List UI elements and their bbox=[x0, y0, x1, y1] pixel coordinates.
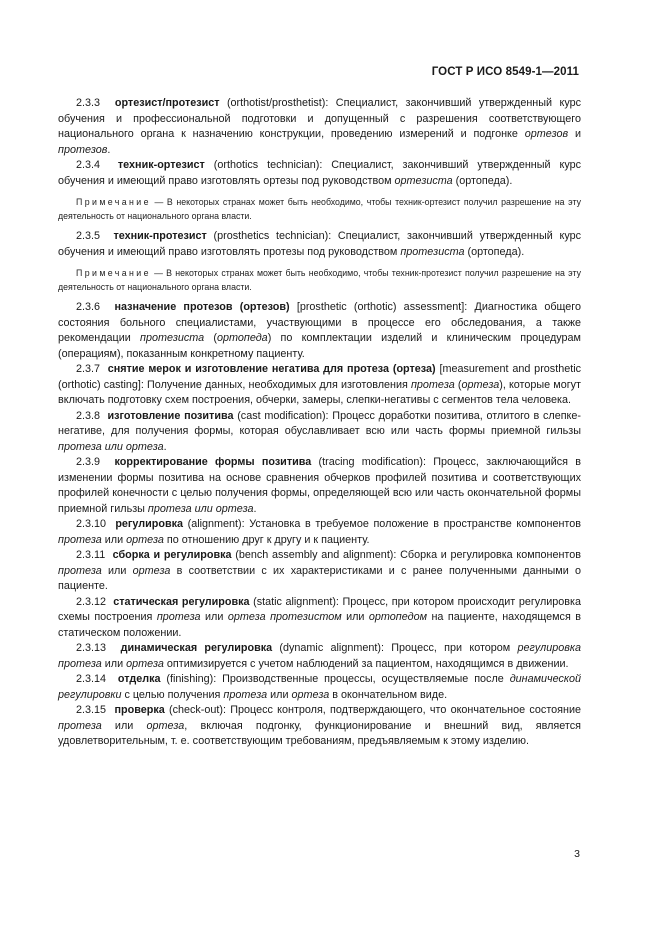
term-name: техник-ортезист bbox=[117, 159, 205, 171]
term-entry-2-3-9: 2.3.9 корректирование формы позитива (tracing modification): Процесс, заключающийся в изменении формы позитива на основе сравнения обчерков профилей позитива и соответствующих профилей конечности с целью получения формы, определяющей всю или часть окончательной формы приемной гильзы протеза или ортеза. bbox=[58, 456, 581, 515]
term-entry-2-3-12: 2.3.12 статическая регулировка (static alignment): Процесс, при котором происходит регулировка схемы построения протеза или ортеза протезистом или ортопедом на пациенте, находящемся в статическом положении. bbox=[58, 595, 581, 639]
document-header: ГОСТ Р ИСО 8549-1—2011 bbox=[431, 66, 579, 78]
term-name: корректирование формы позитива bbox=[114, 456, 312, 468]
term-entry-2-3-10: 2.3.10 регулировка (alignment): Установка в требуемое положение в пространстве компонентов протеза или ортеза по отношению друг к другу и к пациенту. bbox=[58, 518, 582, 546]
term-name: сборка и регулировка bbox=[112, 549, 232, 561]
note-label: Примечание bbox=[76, 197, 151, 207]
term-entry-2-3-3: 2.3.3 ортезист/протезист (orthotist/prosthetist): Специалист, закончивший утвержденный курс обучения и профессиональной подготовки и допущенный с разрешения соответствующего национального органа к назначению конструкции, проведению измерений и подгонке ортезов и протезов. bbox=[58, 97, 582, 156]
page-number: 3 bbox=[574, 848, 580, 860]
term-entry-2-3-5: 2.3.5 техник-протезист (prosthetics technician): Специалист, закончивший утвержденный курс обучения и имеющий право изготовлять протезы под руководством протезиста (ортопеда). bbox=[58, 230, 582, 258]
term-number: 2.3.8 bbox=[76, 409, 101, 422]
term-entry-2-3-14: 2.3.14 отделка (finishing): Производственные процессы, осуществляемые после динамической регулировки с целью получения протеза или ортеза в окончательном виде. bbox=[58, 673, 581, 701]
term-name: назначение протезов (ортезов) bbox=[114, 301, 290, 313]
term-entry-2-3-11: 2.3.11 сборка и регулировка (bench assembly and alignment): Сборка и регулировка компонентов протеза или ортеза в соответствии с их характеристиками и с ранее полученными данными о пациенте. bbox=[58, 549, 582, 592]
term-name: регулировка bbox=[115, 518, 184, 530]
term-number: 2.3.14 bbox=[76, 673, 107, 685]
term-entry-2-3-7: 2.3.7 снятие мерок и изготовление негатива для протеза (ортеза) [measurement and prosthetic (orthotic) casting]: Получение данных, необходимых для изготовления протеза (ортеза), которые могут включать подготовку схем построения, обчерки, замеры, слепки-негативы с сегментов тела человека. bbox=[58, 363, 581, 406]
term-name: снятие мерок и изготовление негатива для протеза (ортеза) bbox=[107, 363, 436, 375]
note-text: — В некоторых странах может быть необходимо, чтобы техник-протезист получил разрешение на эту деятельность от национального органа власти. bbox=[58, 268, 581, 292]
term-number: 2.3.4 bbox=[76, 159, 101, 171]
term-entry-2-3-15: 2.3.15 проверка (check-out): Процесс контроля, подтверждающего, что окончательное состояние протеза или ортеза, включая подгонку, функционирование и внешний вид, является удовлетворительным, т. е. соответствующим требованиям, предъявляемым к этому изделию. bbox=[58, 704, 582, 747]
term-name: ортезист/протезист bbox=[114, 97, 220, 109]
term-number: 2.3.7 bbox=[76, 363, 101, 375]
term-number: 2.3.11 bbox=[76, 549, 106, 561]
term-number: 2.3.9 bbox=[76, 456, 101, 468]
note-technician-prosthetist bbox=[58, 267, 581, 294]
term-name: статическая регулировка bbox=[113, 595, 250, 608]
term-name: динамическая регулировка bbox=[120, 642, 273, 654]
term-name: техник-протезист bbox=[113, 230, 207, 242]
terms-section bbox=[58, 96, 581, 750]
term-number: 2.3.3 bbox=[76, 97, 101, 109]
term-name: отделка bbox=[117, 673, 161, 685]
term-number: 2.3.6 bbox=[76, 301, 101, 313]
term-entry-2-3-13: 2.3.13 динамическая регулировка (dynamic alignment): Процесс, при котором регулировка протеза или ортеза оптимизируется с учетом наблюдений за пациентом, находящимся в движении. bbox=[58, 642, 581, 670]
term-entry-2-3-4: 2.3.4 техник-ортезист (orthotics technician): Специалист, закончивший утвержденный курс обучения и имеющий право изготовлять ортезы под руководством ортезиста (ортопеда). bbox=[58, 159, 582, 187]
term-number: 2.3.12 bbox=[76, 595, 107, 608]
note-label: Примечание bbox=[76, 268, 151, 278]
term-name: изготовление позитива bbox=[107, 409, 234, 422]
term-number: 2.3.10 bbox=[76, 518, 107, 530]
term-number: 2.3.13 bbox=[76, 642, 107, 654]
note-technician-orthotist bbox=[58, 196, 581, 223]
term-entry-2-3-6: 2.3.6 назначение протезов (ортезов) [prosthetic (orthotic) assessment]: Диагностика общего состояния больного специалистами, участвующими в процессе его обследования, а также рекомендации протезиста (ортопеда) по комплектации изделий и клиническим процедурам (операциям), показанным конкретному пациенту. bbox=[58, 301, 582, 360]
term-name: проверка bbox=[114, 704, 165, 716]
note-text: — В некоторых странах может быть необходимо, чтобы техник-ортезист получил разрешение на эту деятельность от национального органа власти. bbox=[58, 197, 581, 221]
term-entry-2-3-8: 2.3.8 изготовление позитива (cast modification): Процесс доработки позитива, отлитого в слепке-негативе, для получения формы, которая обуславливает всю или часть формы приемной гильзы протеза или ортеза. bbox=[58, 409, 582, 453]
term-number: 2.3.15 bbox=[76, 704, 107, 716]
term-number: 2.3.5 bbox=[76, 230, 101, 242]
